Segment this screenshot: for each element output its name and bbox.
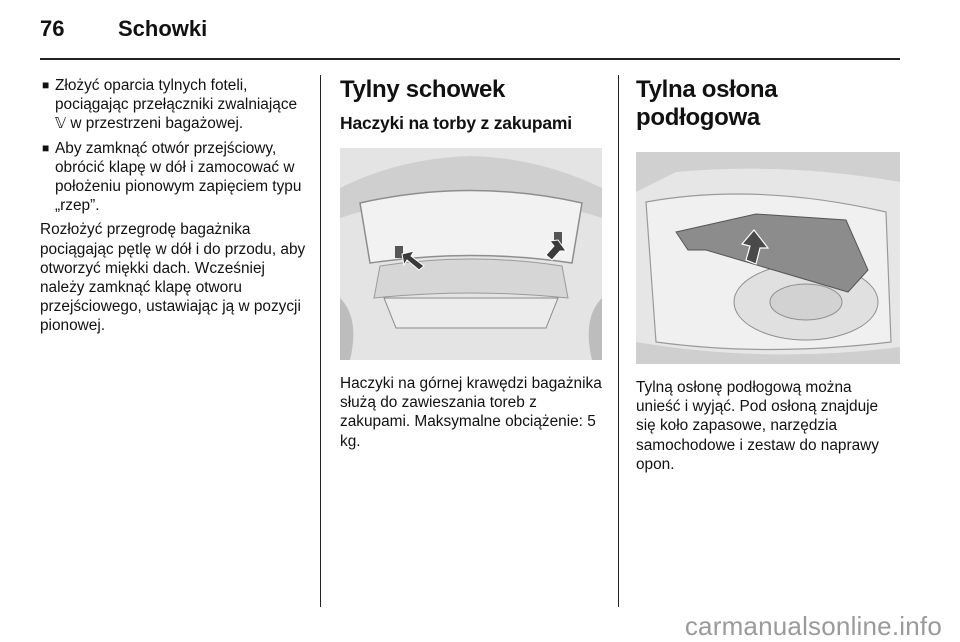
list-item-text: Aby zamknąć otwór przejściowy, obrócić klapę w dół i zamocować w położeniu pionowym zapięciem typu „rzep”.	[55, 139, 302, 215]
instruction-list	[40, 76, 308, 215]
trunk-hooks-illustration	[340, 148, 602, 360]
list-item	[40, 76, 308, 134]
subheading-shopping-hooks: Haczyki na torby z zakupami	[340, 113, 572, 133]
column-3	[636, 76, 900, 474]
watermark: carmanualsonline.info	[684, 611, 942, 641]
column-1	[40, 76, 308, 336]
bullet-square-icon: ■	[42, 78, 50, 92]
figure-caption: Haczyki na górnej krawędzi bagażnika służą do zawieszania toreb z zakupami. Maksymalne obciążenie: 5 kg.	[340, 375, 602, 450]
heading-rear-floor-cover: Tylna osłona podłogowa	[636, 76, 778, 131]
list-item	[40, 139, 308, 216]
bullet-square-icon: ■	[42, 140, 50, 155]
section-title: Schowki	[118, 16, 208, 41]
floor-cover-illustration	[636, 152, 900, 364]
figure-caption: Tylną osłonę podłogową można unieść i wyjąć. Pod osłoną znajduje się koło zapasowe, narzędzia samochodowe i zestaw do naprawy opon.	[636, 379, 879, 473]
column-2	[340, 76, 602, 451]
body-paragraph: Rozłożyć przegrodę bagażnika pociągając pętlę w dół i do przodu, aby otworzyć miękki dach. Wcześniej należy zamknąć klapę otworu przejściowego, ustawiając ją w pozycji pionowej.	[40, 221, 306, 335]
header-rule	[40, 58, 900, 60]
heading-rear-storage: Tylny schowek	[340, 76, 506, 103]
list-item-text: Złożyć oparcia tylnych foteli, pociągając przełączniki zwalniające 𝕍 w przestrzeni bagażowej.	[55, 77, 298, 133]
column-divider-1	[320, 75, 321, 607]
page-number: 76	[40, 16, 65, 41]
column-divider-2	[618, 75, 619, 607]
